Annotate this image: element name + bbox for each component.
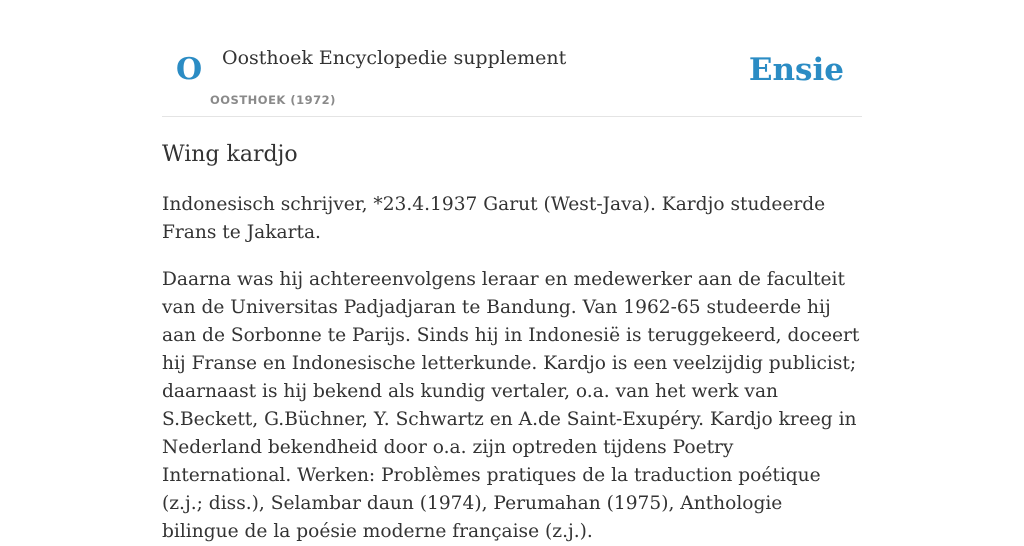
source-header: [162, 0, 862, 117]
article: [162, 138, 864, 546]
article-title: Wing kardjo: [162, 142, 298, 167]
source-title[interactable]: Oosthoek Encyclopedie supplement: [222, 47, 567, 69]
letter-index-link[interactable]: O: [176, 52, 203, 87]
article-paragraph: Indonesisch schrijver, *23.4.1937 Garut (West-Java). Kardjo studeerde Frans te Jakarta.: [162, 194, 826, 243]
source-subtitle: OOSTHOEK (1972): [210, 93, 336, 107]
brand-logo-link[interactable]: Ensie: [748, 52, 844, 88]
article-paragraph: Daarna was hij achtereenvolgens leraar en medewerker aan de faculteit van de Universitas Padjadjaran te Bandung. Van 1962-65 studeerde hij aan de Sorbonne te Parijs. Sinds hij in Indonesië is teruggekeerd, doceert hij Franse en Indonesische letterkunde. Kardjo is een veelzijdig publicist; daarnaast is hij bekend als kundig vertaler, o.a. van het werk van S.Beckett, G.Büchner, Y. Schwartz en A.de Saint-Exupéry. Kardjo kreeg in Nederland bekendheid door o.a. zijn optreden tijdens Poetry International. Werken: Problèmes pratiques de la traduction poétique (z.j.; diss.), Selambar daun (1974), Perumahan (1975), Anthologie bilingue de la poésie moderne française (z.j.).: [162, 269, 860, 542]
